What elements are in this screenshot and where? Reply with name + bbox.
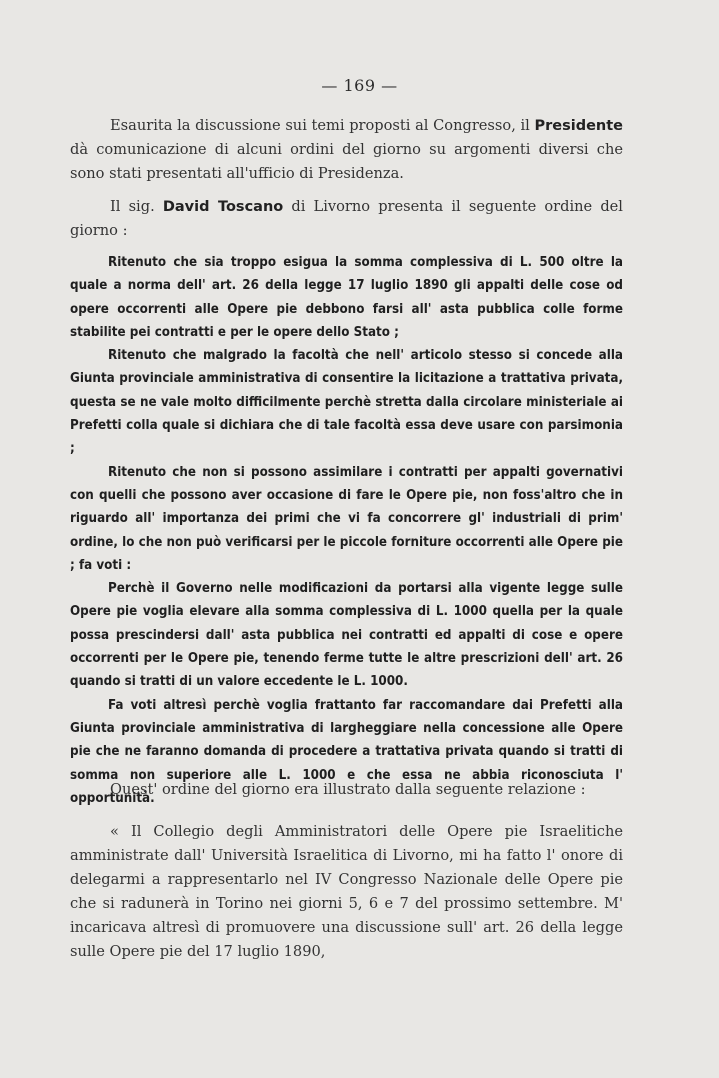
illustrated-line: Quest' ordine del giorno era illustrato dalla seguente relazione :	[110, 781, 586, 798]
resolution-paragraph: Ritenuto che malgrado la facoltà che nell' articolo stesso si concede alla Giunta provinciale amministrativa di consentire la licitazione a trattativa privata, questa se ne vale molto difficilmente perchè stretta dalla circolare ministeriale ai Prefetti colla quale si dichiara che di tale facoltà essa deve usare con parsimonia ;	[70, 348, 623, 457]
resolution-block	[70, 251, 623, 810]
intro-text-1: Esaurita la discussione sui temi proposti al Congresso, il	[110, 117, 535, 134]
toscano-paragraph	[70, 195, 623, 243]
page-number: — 169 —	[321, 76, 398, 95]
toscano-text-1: Il sig.	[110, 198, 163, 215]
resolution-paragraph: Ritenuto che sia troppo esigua la somma complessiva di L. 500 oltre la quale a norma dell' art. 26 della legge 17 luglio 1890 gli appalti delle cose od opere occorrenti alle Opere pie debbono farsi all' asta pubblica colle forme stabilite pei contratti e per le opere dello Stato ;	[70, 255, 623, 340]
resolution-paragraph: Perchè il Governo nelle modificazioni da portarsi alla vigente legge sulle Opere pie voglia elevare alla somma complessiva di L. 1000 quella per la quale possa prescindersi dall' asta pubblica nei contratti ed appalti di cose e opere occorrenti per le Opere pie, tenendo ferme tutte le altre prescrizioni dell' art. 26 quando si tratti di un valore eccedente le L. 1000.	[70, 581, 623, 690]
intro-text-2: dà comunicazione di alcuni ordini del giorno su argomenti diversi che sono stati presentati all'ufficio di Presidenza.	[70, 141, 623, 182]
report-paragraph: « Il Collegio degli Amministratori delle Opere pie Israelitiche amministrate dall' Università Israelitica di Livorno, mi ha fatto l' onore di delegarmi a rappresentarlo nel IV Congresso Nazionale delle Opere pie che si radunerà in Torino nei giorni 5, 6 e 7 del prossimo settembre. M' incaricava altresì di promuovere una discussione sull' art. 26 della legge sulle Opere pie del 17 luglio 1890,	[70, 823, 623, 960]
resolution-paragraph: Fa voti altresì perchè voglia frattanto far raccomandare dai Prefetti alla Giunta provinciale amministrativa di largheggiare nella concessione alle Opere pie che ne faranno domanda di procedere a trattativa privata quando si tratti di somma non superiore alle L. 1000 e che essa ne abbia riconosciuta l' opportunità.	[70, 697, 623, 806]
resolution-paragraph: Ritenuto che non si possono assimilare i contratti per appalti governativi con quelli che possono aver occasione di fare le Opere pie, non foss'altro che in riguardo all' importanza dei primi che vi fa concorrere gl' industriali di prim' ordine, lo che non può verificarsi per le piccole forniture occorrenti alle Opere pie ; fa voti :	[70, 464, 623, 573]
intro-paragraph	[70, 114, 623, 186]
toscano-name: David Toscano	[162, 199, 284, 215]
presidente-name: Presidente	[534, 118, 623, 134]
toscano-text-2: di Livorno presenta il seguente ordine del giorno :	[70, 198, 623, 239]
